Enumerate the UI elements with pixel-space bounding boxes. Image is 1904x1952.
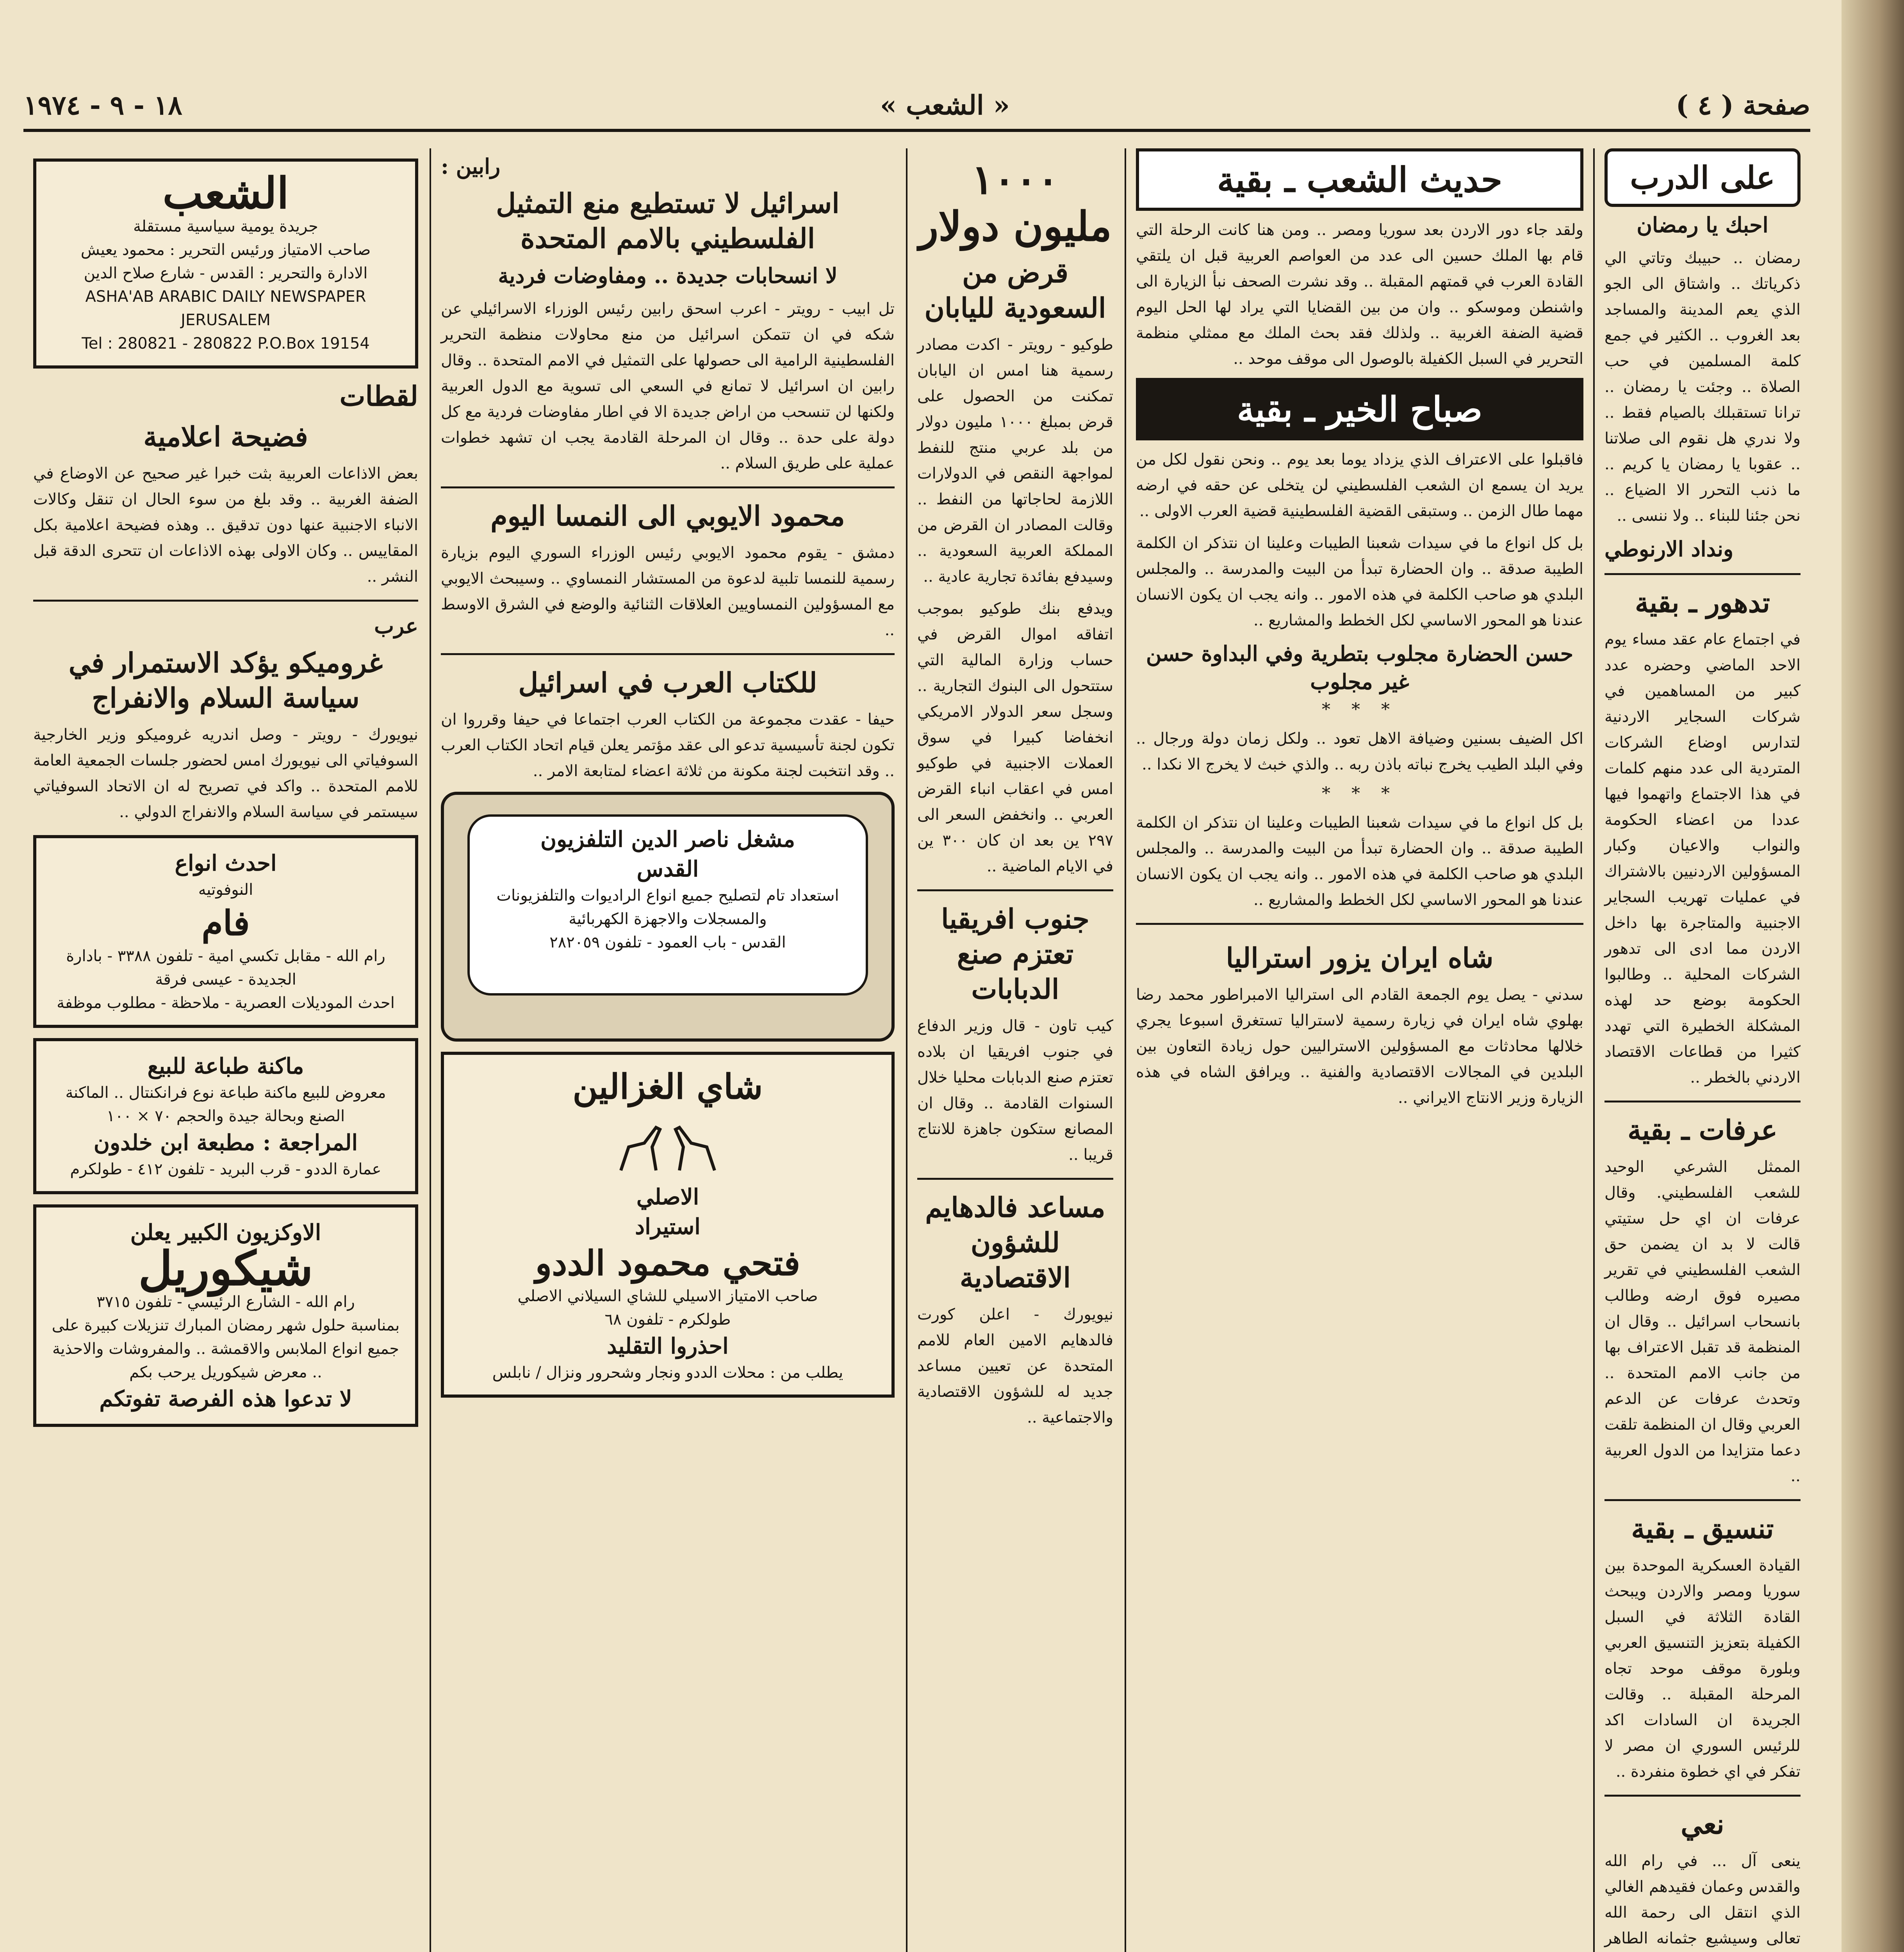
article-body: سدني - يصل يوم الجمعة القادم الى استراليا الامبراطور محمد رضا بهلوي شاه ايران في زيارة رسمية لاستراليا تستغرق اسبوعا يجري خلالها محادثات مع المسؤولين الاستراليين حول زيادة التعاون بين البلدين في المجالات الاقتصادية والفنية .. ويرافق الشاه في هذه الزيارة وزير الانتاج الايراني ..: [1136, 986, 1583, 1107]
article-title: محمود الايوبي الى النمسا اليوم: [490, 500, 845, 532]
printing-ad-addr: عمارة الددو - قرب البريد - تلفون ٤١٢ - طولكرم: [70, 1160, 382, 1178]
tv-ad: [441, 792, 895, 1042]
tea-warning: احذروا التقليد: [607, 1333, 729, 1359]
stars-divider: * * *: [1322, 700, 1398, 720]
shikorel-ad-body: بمناسبة حلول شهر رمضان المبارك تنزيلات كبيرة على جميع انواع الملابس والاقمشة .. والمفروشات والاحذية .. معرض شيكوريل يرحب بكم: [52, 1316, 400, 1381]
article-title: غروميكو يؤكد الاستمرار في سياسة السلام والانفراج: [68, 647, 383, 714]
gazelles-icon: [597, 1116, 738, 1174]
tea-import: استيراد: [635, 1214, 701, 1240]
printing-ad-title: ماكنة طباعة للبيع: [147, 1053, 304, 1079]
masthead-title: الشعب: [162, 168, 289, 218]
iran-article: [1136, 935, 1583, 1117]
article-title: فضيحة اعلامية: [143, 420, 308, 453]
divider: [441, 486, 895, 488]
masthead-subtitle: جريدة يومية سياسية مستقلة: [133, 217, 318, 235]
obituary-title: نعي: [1681, 1808, 1724, 1840]
article-title: شاه ايران يزور استراليا: [1226, 942, 1494, 974]
article-body: فاقبلوا على الاعتراف الذي يزداد يوما بعد يوم .. ونحن نقول لكل من يريد ان يسمع ان الشعب الفلسطيني لن يتخلى عن حقه في ارضه مهما طال الزمن .. وستبقى القضية الفلسطينية قضية العرب الاولى ..: [1136, 451, 1583, 520]
subheadline: لا انسحابات جديدة .. ومفاوضات فردية: [498, 263, 838, 288]
printing-ad: [33, 1038, 418, 1194]
headline: اسرائيل لا تستطيع منع التمثيل الفلسطيني بالامم المتحدة: [496, 187, 840, 255]
tv-ad-desc: استعداد تام لتصليح جميع انواع الراديوات والتلفزيونات والمسجلات والاجهزة الكهربائية: [496, 887, 839, 928]
fam-ad-addr: رام الله - مقابل تكسي امية - تلفون ٣٣٨٨ - بادارة الجديدة - عيسى فرقة: [66, 947, 385, 988]
article-body: كيب تاون - قال وزير الدفاع في جنوب افريقيا ان بلاده تعتزم صنع الدبابات محليا خلال السنوات القادمة .. وقال ان المصانع ستكون جاهزة للانتاج قريبا ..: [917, 1017, 1113, 1164]
tv-ad-addr: القدس - باب العمود - تلفون ٢٨٢٠٥٩: [549, 933, 786, 951]
divider: [1604, 1499, 1801, 1501]
article-body: نيويورك - رويتر - وصل اندريه غروميكو وزير الخارجية السوفياتي الى نيويورك امس لحضور جلسات الجمعية العامة للامم المتحدة .. واكد في تصريح له ان الاتحاد السوفياتي سيستمر في سياسة السلام والانفراج الدولي ..: [33, 726, 418, 821]
article-body: حيفا - عقدت مجموعة من الكتاب العرب اجتماعا في حيفا وقرروا ان تكون لجنة تأسيسية تدعو الى عقد مؤتمر يعلن قيام اتحاد الكتاب العرب .. وقد انتخبت لجنة مكونة من ثلاثة اعضاء لمتابعة الامر ..: [441, 711, 895, 780]
issue-date: ١٨ - ٩ - ١٩٧٤: [23, 90, 182, 121]
article-body: القيادة العسكرية الموحدة بين سوريا ومصر والاردن ويبحث القادة الثلاثة في السبل الكفيلة بتعزيز التنسيق العربي وبلورة موقف موحد تجاه المرحلة المقبلة .. وقالت الجريدة ان السادات اكد للرئيس السوري ان مصر لا تفكر في اي خطوة منفردة ..: [1604, 1557, 1801, 1781]
article-body: رمضان .. حبيبك وتاتي الي ذكرياتك .. واشتاق الى الجو الذي يعم المدينة والمساجد بعد الغروب .. الكثير في جمع كلمة المسلمين في حب الصلاة .. وجئت يا رمضان .. ترانا تستقبلك بالصيام فقط .. ولا ندري هل نقوم الى صلاتنا .. عقوبا يا رمضان يا كريم .. ما ذنب التحرر الا الضياع .. نحن جئنا للبناء .. ولا ننسى ..: [1604, 249, 1801, 525]
fam-ad-foot: احدث الموديلات العصرية - ملاحظة - مطلوب موظفة: [57, 994, 395, 1012]
obituary-body: ينعى آل ... في رام الله والقدس وعمان فقيدهم الغالي الذي انتقل الى رحمة الله تعالى وسيشيع جثمانه الطاهر: [1604, 1852, 1801, 1947]
masthead-phones: Tel : 280821 - 280822 P.O.Box 19154: [82, 335, 370, 353]
tv-screen: [467, 814, 868, 996]
fourth-column: [431, 148, 904, 1408]
masthead-box: [33, 159, 418, 369]
fam-ad-brand: فام: [201, 903, 250, 943]
tea-location: طولكرم - تلفون ٦٨: [604, 1311, 731, 1329]
tea-order: يطلب من : محلات الددو ونجار وشحرور ونزال / نابلس: [492, 1364, 843, 1382]
article-title: مساعد فالدهايم للشؤون الاقتصادية: [925, 1191, 1105, 1294]
tv-ad-title: مشغل ناصر الدين التلفزيون: [540, 826, 795, 852]
fam-ad: [33, 835, 418, 1028]
shikorel-ad-brand: شيكوريل: [138, 1241, 313, 1296]
divider: [33, 600, 418, 602]
article-body: نيويورك - اعلن كورت فالدهايم الامين العام للامم المتحدة عن تعيين مساعد جديد له للشؤون الاقتصادية والاجتماعية ..: [917, 1305, 1113, 1427]
headline: ١٠٠٠ مليون دولار: [919, 155, 1112, 250]
tea-ad: [441, 1052, 895, 1398]
article-body: تل ابيب - رويتر - اعرب اسحق رابين رئيس الوزراء الاسرائيلي عن شكه في ان تتمكن اسرائيل من منع محاولات منظمة التحرير الفلسطينية الرامية الى حصولها على التمثيل في الامم المتحدة .. وقال رابين ان اسرائيل لا تمانع في السعي الى تسوية مع الدول العربية ولكنها لن تنسحب من اراض جديدة الا في اطار مفاوضات فردية مع كل دولة على حدة .. وقال ان المرحلة القادمة يجب ان تشهد خطوات عملية على طريق السلام ..: [441, 300, 895, 472]
byline: رابين :: [441, 154, 501, 179]
shikorel-ad-pre: الاوكزيون الكبير يعلن: [130, 1220, 321, 1245]
article-title: تدهور ـ بقية: [1635, 586, 1770, 619]
paper-name: « الشعب »: [880, 90, 1010, 121]
article-body: في اجتماع عام عقد مساء يوم الاحد الماضي وحضره عدد كبير من المساهمين في شركات السجاير الاردنية لتدارس اوضاع الشركات المتردية الى عدد منهم كلمات في هذا الاجتماع واتهموا فيها عددا من اعضاء الحكومة والنواب والاعيان وكبار المسؤولين الاردنيين بالاشتراك في عمليات تهريب السجاير الاجنبية والمتاجرة بها داخل الاردن مما ادى الى تدهور الشركات المحلية .. وطالبوا الحكومة بوضع حد لهذه المشكلة الخطيرة التي تهدد كثيرا من قطاعات الاقتصاد الاردني بالخطر ..: [1604, 630, 1801, 1086]
divider: [1604, 573, 1801, 575]
shikorel-ad-foot: لا تدعوا هذه الفرصة تفوتكم: [99, 1386, 352, 1412]
article-body: طوكيو - رويتر - اكدت مصادر رسمية هنا امس ان اليابان تمكنت من الحصول على قرض بمبلغ ١٠٠٠ مليون دولار من بلد عربي منتج للنفط لمواجهة النقص في الدولارات اللازمة لحاجاتها من النفط .. وقالت المصادر ان القرض من المملكة العربية السعودية .. وسيدفع بفائدة تجارية عادية ..: [917, 336, 1113, 586]
corner-label: لقطات: [339, 380, 418, 412]
section-label: عرب: [374, 613, 418, 638]
article-body: ويدفع بنك طوكيو بموجب اتفاقه اموال القرض في حساب وزارة المالية التي ستتحول الى البنوك التجارية .. وسجل سعر الدولار الامريكي انخفاضا كبيرا في سوق العملات الاجنبية في طوكيو امس في اعقاب انباء القرض العربي .. وانخفض السعر الى ٢٩٧ ين بعد ان كان ٣٠٠ ين في الايام الماضية ..: [917, 600, 1113, 875]
left-column: [23, 148, 428, 1437]
masthead-owner: صاحب الامتياز ورئيس التحرير : محمود يعيش: [80, 241, 371, 259]
article-body: بعض الاذاعات العربية بثت خبرا غير صحيح عن الاوضاع في الضفة الغربية .. وقد بلغ من سوء الحال ان تنقل وكالات الانباء الاجنبية عنها دون تدقيق .. وهذه فضيحة اعلامية بكل المقاييس .. وكان الاولى بهذه الاذاعات ان تتحرى الدقة قبل النشر ..: [33, 465, 418, 586]
page-header: [23, 78, 1810, 132]
tv-ad-city: القدس: [636, 856, 699, 882]
article-body: بل كل انواع ما في سيدات شعبنا الطيبات وعلينا ان نتذكر ان الكلمة الطيبة صدقة .. وان الحضارة تبدأ من البيت والمدرسة .. والمجلس البلدي هو صاحب الكلمة في هذه الامور .. وانه يجب ان يكون الانسان عندنا هو المحور الاساسي لكل الخطط والمشاريع ..: [1136, 534, 1583, 629]
divider: [917, 889, 1113, 891]
column-logo: على الدرب: [1604, 148, 1801, 207]
section-box-title: حديث الشعب ـ بقية: [1136, 148, 1583, 211]
article-body: دمشق - يقوم محمود الايوبي رئيس الوزراء السوري اليوم بزيارة رسمية للنمسا تلبية لدعوة من المستشار النمساوي .. وسيبحث الايوبي مع المسؤولين النمساويين العلاقات الثنائية والوضع في الشرق الاوسط ..: [441, 544, 895, 639]
printing-ad-body: معروض للبيع ماكنة طباعة نوع فرانكنتال .. الماكنة الصنع وبحالة جيدة والحجم ٧٠ × ١٠٠: [65, 1084, 386, 1125]
tea-brand: شاي الغزالين: [572, 1066, 763, 1107]
article-title: تنسيق ـ بقية: [1631, 1512, 1774, 1545]
section-box-title: صباح الخير ـ بقية: [1136, 378, 1583, 440]
binding-edge: [1842, 0, 1904, 1952]
article-title: للكتاب العرب في اسرائيل: [518, 666, 817, 699]
article-body: ولقد جاء دور الاردن بعد سوريا ومصر .. ومن هنا كانت الرحلة التي قام بها الملك حسين الى عدد من العواصم العربية قبل ان يلتقي القادة العرب في قمتهم المقبلة .. وقد نشرت الصحف نبأ الزيارة الى واشنطن وموسكو .. وان من بين القضايا التي يراد لها الحل اليوم قضية الضفة الغربية .. ولذلك فقد بحث الملك مع ممثلي منظمة التحرير في السبل الكفيلة بالوصول الى موقف موحد ..: [1136, 221, 1583, 368]
article-body: بل كل انواع ما في سيدات شعبنا الطيبات وعلينا ان نتذكر ان الكلمة الطيبة صدقة .. وان الحضارة تبدأ من البيت والمدرسة .. والمجلس البلدي هو صاحب الكلمة في هذه الامور .. وانه يجب ان يكون الانسان عندنا هو المحور الاساسي لكل الخطط والمشاريع ..: [1136, 814, 1583, 909]
fam-ad-sub: النوفوتيه: [198, 881, 253, 899]
shikorel-ad: [33, 1204, 418, 1427]
poem-body: اكل الضيف بسنين وضيافة الاهل تعود .. ولكل زمان دولة ورجال .. وفي البلد الطيب يخرج نباته باذن ربه .. والذي خبث لا يخرج الا نكدا ..: [1136, 730, 1583, 773]
subheadline: قرض من السعودية لليابان: [924, 256, 1106, 324]
divider: [1604, 1795, 1801, 1797]
signature: ونداد الارنوطي: [1604, 536, 1734, 561]
divider: [917, 1178, 1113, 1180]
tea-desc: صاحب الامتياز الاسيلي للشاي السيلاني الاصلي: [517, 1287, 818, 1305]
second-column: [1126, 148, 1593, 1117]
divider: [1604, 1101, 1801, 1102]
right-column: [1595, 148, 1810, 1952]
masthead-english: ASHA'AB ARABIC DAILY NEWSPAPER JERUSALEM: [85, 288, 366, 329]
divider: [1136, 923, 1583, 925]
article-body: الممثل الشرعي الوحيد للشعب الفلسطيني. وقال عرفات ان اي حل ستيتي قالت لا بد ان يضمن حق الشعب الفلسطيني في تقرير مصيره فوق ارضه وطالب بانسحاب اسرائيل .. وقال ان المنظمة قد تقبل الاعتراف بها من جانب الامم المتحدة .. وتحدث عرفات عن الدعم العربي وقال ان المنظمة تلقت دعما متزايدا من الدول العربية ..: [1604, 1158, 1801, 1485]
third-column: [907, 148, 1123, 1437]
stars-divider: * * *: [1322, 784, 1398, 803]
page-number: صفحة ( ٤ ): [1676, 90, 1810, 121]
article-title: جنوب افريقيا تعتزم صنع الدبابات: [941, 903, 1089, 1005]
iran-row: [1136, 935, 1583, 1117]
article-title: عرفات ـ بقية: [1628, 1114, 1777, 1146]
article-title: احبك يا رمضان: [1637, 212, 1769, 237]
masthead-address: الادارة والتحرير : القدس - شارع صلاح الدين: [84, 264, 368, 282]
poem-title: حسن الحضارة مجلوب بتطرية وفي البداوة حسن غير مجلوب: [1146, 641, 1574, 694]
divider: [441, 653, 895, 655]
tea-sub: الاصلي: [636, 1184, 699, 1210]
tea-agent: فتحي محمود الددو: [535, 1243, 800, 1283]
shikorel-ad-addr: رام الله - الشارع الرئيسي - تلفون ٣٧١٥: [96, 1293, 355, 1311]
printing-ad-contact: المراجعة : مطبعة ابن خلدون: [93, 1130, 358, 1156]
fam-ad-title: احدث انواع: [175, 850, 277, 876]
